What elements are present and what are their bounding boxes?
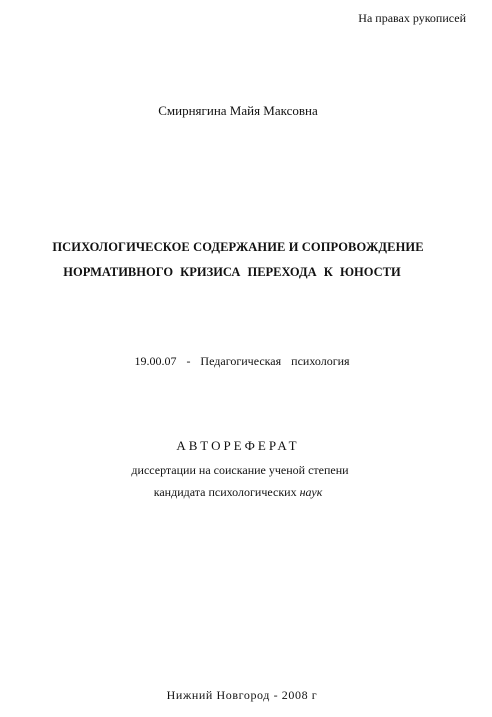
city-and-year: Нижний Новгород - 2008 г: [166, 688, 318, 702]
degree-line-2: [0, 486, 484, 498]
rights-notice: На правах рукописей: [358, 11, 466, 25]
degree-line-1: диссертации на соискание ученой степени: [131, 463, 349, 477]
degree-line-2-italic: наук: [299, 485, 323, 499]
document-type-label: АВТОРЕФЕРАТ: [176, 438, 300, 453]
degree-line-2-main: кандидата психологических: [153, 485, 300, 499]
dissertation-title-line-2: НОРМАТИВНОГО КРИЗИСА ПЕРЕХОДА К ЮНОСТИ: [63, 265, 401, 279]
dissertation-title-line-1: ПСИХОЛОГИЧЕСКОЕ СОДЕРЖАНИЕ И СОПРОВОЖДЕНИЕ: [52, 240, 424, 254]
author-name: Смирнягина Майя Максовна: [158, 103, 318, 118]
specialty-code: 19.00.07 - Педагогическая психология: [134, 354, 350, 368]
